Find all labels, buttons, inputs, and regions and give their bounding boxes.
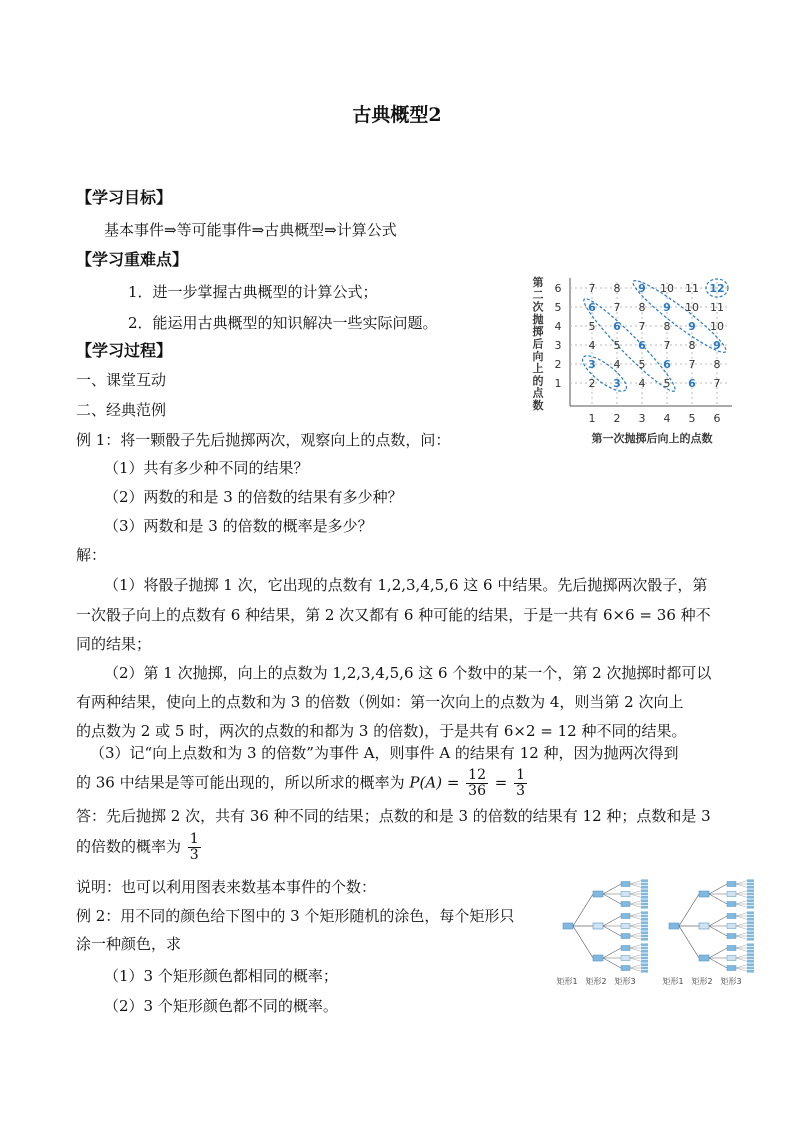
tree-level-label: 矩形3 (720, 977, 742, 986)
tree-leaf-node (747, 960, 754, 963)
tree-leaf-node (747, 899, 754, 902)
tree-node-level-1 (593, 891, 603, 897)
dice-sum-figure (520, 272, 740, 450)
goal-header: 【学习目标】 (76, 188, 173, 207)
tree-leaf-node (747, 953, 754, 956)
x-tick-label: 3 (638, 412, 646, 425)
dice-sum-cell: 8 (638, 301, 646, 314)
dice-sum-cell: 10 (685, 301, 699, 314)
tree-leaf-node (747, 883, 754, 886)
fraction-denominator: 3 (189, 847, 199, 863)
tree-branch (736, 965, 747, 968)
fraction-denominator: 3 (516, 783, 526, 799)
dice-sum-cell: 7 (713, 377, 721, 390)
dice-sum-cell: 6 (663, 358, 671, 371)
tree-node-level-2 (621, 902, 630, 907)
solution-1-line-a: （1）将骰子抛掷 1 次，它出现的点数有 1,2,3,4,5,6 这 6 中结果。先后抛掷两次骰子，第 (104, 576, 708, 594)
tree-leaf-node (641, 957, 648, 960)
tree-branch (736, 955, 747, 958)
fraction-12-36 (466, 768, 488, 799)
tree-leaf-node (747, 918, 754, 921)
tree-branch (630, 926, 641, 929)
tree-leaf-node (747, 879, 754, 882)
tree-node-level-2 (727, 934, 736, 939)
tree-level-label: 矩形1 (662, 977, 684, 986)
tree-branch (630, 968, 641, 971)
tree-leaf-node (641, 943, 648, 946)
tree-branch (603, 926, 621, 936)
y-axis-title-char: 掷 (532, 325, 544, 339)
tree-branch (736, 945, 747, 948)
y-axis-title-char: 第 (532, 276, 544, 289)
dice-sum-cell: 6 (638, 339, 646, 352)
solution-3-line-b (76, 768, 529, 799)
tree-branch (630, 936, 641, 939)
tree-leaf-node (641, 925, 648, 928)
example2-q1: （1）3 个矩形颜色都相同的概率； (104, 967, 338, 985)
tree-leaf-node (641, 960, 648, 963)
tree-node-level-2 (727, 946, 736, 951)
tree-branch (736, 933, 747, 936)
y-tick-label: 5 (554, 301, 562, 314)
tree-branch (603, 948, 621, 958)
tree-node-level-1 (593, 955, 603, 961)
solution-1-line-b: 一次骰子向上的点数有 6 种结果，第 2 次又都有 6 种可能的结果，于是一共有 6×6 = 36 种不 (76, 606, 711, 624)
tree-leaf-node (747, 970, 754, 973)
tree-node-level-1 (699, 955, 709, 961)
tree-leaf-node (641, 906, 648, 909)
tree-branch (736, 948, 747, 951)
tree-branch (630, 948, 641, 951)
x-tick-label: 4 (663, 412, 671, 425)
solution-2-line-a: （2）第 1 次抛掷，向上的点数为 1,2,3,4,5,6 这 6 个数中的某一个，第 2 次抛掷时都可以 (104, 664, 712, 682)
goal-text: 基本事件⇒等可能事件⇒古典概型⇒计算公式 (104, 221, 397, 239)
fraction-numerator: 12 (468, 767, 486, 783)
dice-sum-cell: 8 (713, 358, 721, 371)
solution-2-line-c: 的点数为 2 或 5 时，两次的点数的和都为 3 的倍数)，于是共有 6×2 = 12 种不同的结果。 (76, 722, 687, 740)
tree-branch (603, 916, 621, 926)
tree-branch (709, 948, 727, 958)
note-text: 说明：也可以利用图表来数基本事件的个数： (76, 878, 377, 896)
y-axis-title-char: 次 (532, 300, 544, 314)
tree-node-level-2 (621, 946, 630, 951)
tree-branch (709, 884, 727, 894)
tree-leaf-node (641, 928, 648, 931)
tree-branch (709, 894, 727, 904)
fraction-denominator: 36 (468, 783, 486, 799)
tree-branch (736, 926, 747, 929)
tree-branch (709, 926, 727, 936)
tree-branch (709, 916, 727, 926)
y-axis-title-char: 后 (532, 337, 544, 351)
tree-node-level-2 (621, 882, 630, 887)
tree-branch (630, 884, 641, 887)
tree-leaf-node (747, 935, 754, 938)
tree-branch (630, 891, 641, 894)
tree-branch (630, 916, 641, 919)
tree-node-level-2 (621, 892, 630, 897)
fraction-numerator: 1 (516, 767, 526, 783)
y-tick-label: 4 (554, 320, 562, 333)
tree-node-level-2 (727, 924, 736, 929)
tree-branch (736, 923, 747, 926)
tree-leaf-node (747, 950, 754, 953)
tree-branch (630, 955, 641, 958)
tree-leaf-node (641, 899, 648, 902)
x-tick-label: 1 (588, 412, 596, 425)
tree-leaf-node (747, 915, 754, 918)
tree-leaf-node (747, 925, 754, 928)
dice-sum-cell: 11 (710, 301, 724, 314)
tree-branch (603, 894, 621, 904)
example2-q2: （2）3 个矩形颜色都不同的概率。 (104, 997, 338, 1015)
tree-leaf-node (747, 943, 754, 946)
y-axis-title-char: 的 (532, 374, 544, 388)
y-axis-title-char: 点 (532, 386, 544, 400)
dice-sum-cell: 9 (713, 339, 721, 352)
tree-branch (630, 904, 641, 907)
tree-leaf-node (641, 918, 648, 921)
dice-sum-cell: 7 (638, 320, 646, 333)
tree-leaf-node (641, 915, 648, 918)
tree-node-level-2 (621, 966, 630, 971)
dice-sum-cell: 9 (663, 301, 671, 314)
tree-node-level-2 (727, 892, 736, 897)
tree-leaf-node (641, 879, 648, 882)
tree-leaf-node (747, 886, 754, 889)
dice-sum-cell: 9 (638, 282, 646, 295)
dice-sum-cell: 2 (588, 377, 596, 390)
dice-sum-cell: 6 (688, 377, 696, 390)
tree-leaf-node (641, 963, 648, 966)
dice-sum-cell: 3 (588, 358, 596, 371)
tree-node-level-2 (621, 924, 630, 929)
tree-branch (630, 965, 641, 968)
tree-leaf-node (641, 967, 648, 970)
solution-3-line-a: （3）记“向上点数和为 3 的倍数”为事件 A，则事件 A 的结果有 12 种，因为抛两次得到 (90, 744, 679, 762)
dice-sum-cell: 8 (663, 320, 671, 333)
tree-leaf-node (641, 903, 648, 906)
tree-leaf-node (747, 928, 754, 931)
answer-fraction (188, 832, 201, 863)
example2-line-1: 例 2：用不同的颜色给下图中的 3 个矩形随机的涂色，每个矩形只 (76, 907, 515, 925)
part-1: 一、课堂互动 (76, 371, 167, 389)
x-tick-label: 2 (613, 412, 621, 425)
tree-leaf-node (747, 963, 754, 966)
equals-sign: = (494, 773, 508, 792)
tree-leaf-node (641, 950, 648, 953)
tree-branch (736, 913, 747, 916)
tree-leaf-node (747, 921, 754, 924)
tree-root-node (669, 923, 679, 929)
dice-sum-cell: 12 (709, 282, 725, 295)
y-axis-title-char: 上 (532, 362, 544, 376)
tree-branch (630, 894, 641, 897)
tree-leaf-node (641, 889, 648, 892)
tree-leaf-node (641, 953, 648, 956)
tree-branch (736, 901, 747, 904)
tree-branch (736, 904, 747, 907)
tree-leaf-node (641, 947, 648, 950)
fraction-numerator: 1 (189, 831, 199, 847)
process-header: 【学习过程】 (76, 341, 173, 360)
tree-branch (736, 884, 747, 887)
tree-node-level-2 (727, 882, 736, 887)
tree-branch (630, 913, 641, 916)
tree-branch (630, 958, 641, 961)
tree-node-level-1 (699, 891, 709, 897)
tree-leaf-node (747, 889, 754, 892)
x-tick-label: 5 (688, 412, 696, 425)
color-tree-figure (555, 878, 765, 990)
tree-branch (679, 926, 699, 958)
solution-1-line-c: 同的结果； (76, 635, 152, 653)
dice-sum-cell: 7 (588, 282, 596, 295)
tree-node-level-1 (699, 923, 709, 929)
y-tick-label: 6 (554, 282, 562, 295)
tree-branch (736, 916, 747, 919)
y-tick-label: 1 (554, 377, 562, 390)
dice-sum-cell: 4 (638, 377, 646, 390)
tree-level-label: 矩形1 (556, 977, 578, 986)
dice-sum-cell: 7 (663, 339, 671, 352)
answer-line-a: 答：先后抛掷 2 次，共有 36 种不同的结果；点数的和是 3 的倍数的结果有 12 种；点数和是 3 (76, 807, 711, 825)
tree-branch (709, 958, 727, 968)
tree-branch (736, 936, 747, 939)
tree-leaf-node (641, 938, 648, 941)
dice-sum-cell: 7 (613, 301, 621, 314)
tree-branch (736, 958, 747, 961)
key-point-1: 1．进一步掌握古典概型的计算公式； (128, 283, 378, 301)
y-tick-label: 2 (554, 358, 562, 371)
tree-branch (603, 884, 621, 894)
y-axis-title-char: 抛 (532, 312, 544, 326)
answer-text: 的倍数的概率为 (76, 837, 182, 856)
answer-line-b (76, 832, 203, 863)
solution-3-text: 的 36 中结果是等可能出现的，所以所求的概率为 (76, 773, 405, 792)
dice-sum-cell: 5 (663, 377, 671, 390)
y-axis-title-char: 向 (532, 349, 544, 363)
tree-leaf-node (641, 921, 648, 924)
example2-line-2: 涂一种颜色，求 (76, 935, 182, 953)
tree-node-level-2 (621, 914, 630, 919)
tree-branch (736, 894, 747, 897)
tree-node-level-2 (727, 902, 736, 907)
dice-sum-cell: 5 (638, 358, 646, 371)
dice-sum-cell: 8 (688, 339, 696, 352)
tree-root-node (563, 923, 573, 929)
dice-sum-cell: 11 (685, 282, 699, 295)
tree-level-label: 矩形3 (614, 977, 636, 986)
dice-sum-cell: 5 (613, 339, 621, 352)
key-point-2: 2．能运用古典概型的知识解决一些实际问题。 (128, 314, 438, 332)
tree-leaf-node (747, 967, 754, 970)
dice-sum-cell: 6 (613, 320, 621, 333)
fraction-1-3 (514, 768, 527, 799)
tree-node-level-2 (621, 956, 630, 961)
solution-label: 解： (76, 546, 107, 564)
x-tick-label: 6 (713, 412, 721, 425)
tree-branch (736, 881, 747, 884)
dice-sum-cell: 10 (660, 282, 674, 295)
tree-leaf-node (747, 903, 754, 906)
tree-leaf-node (641, 886, 648, 889)
tree-node-level-2 (727, 956, 736, 961)
tree-leaf-node (747, 906, 754, 909)
dice-sum-cell: 7 (688, 358, 696, 371)
probability-formula-label: P(A) = (409, 773, 460, 792)
tree-leaf-node (747, 931, 754, 934)
dice-sum-cell: 4 (613, 358, 621, 371)
y-axis-title-char: 数 (532, 399, 544, 412)
tree-leaf-node (641, 935, 648, 938)
tree-branch (630, 923, 641, 926)
example1-q2: （2）两数的和是 3 的倍数的结果有多少种？ (104, 488, 403, 506)
example1-q1: （1）共有多少种不同的结果？ (104, 459, 309, 477)
page-title: 古典概型2 (352, 104, 442, 126)
tree-leaf-node (747, 896, 754, 899)
tree-leaf-node (747, 957, 754, 960)
y-tick-label: 3 (554, 339, 562, 352)
tree-leaf-node (641, 883, 648, 886)
tree-leaf-node (747, 947, 754, 950)
tree-branch (679, 894, 699, 926)
tree-branch (736, 968, 747, 971)
tree-leaf-node (747, 893, 754, 896)
dice-sum-cell: 4 (588, 339, 596, 352)
tree-leaf-node (641, 893, 648, 896)
key-header: 【学习重难点】 (76, 250, 189, 269)
tree-branch (573, 926, 593, 958)
dice-sum-cell: 9 (688, 320, 696, 333)
tree-leaf-node (747, 911, 754, 914)
dice-sum-cell: 3 (613, 377, 621, 390)
tree-node-level-2 (727, 914, 736, 919)
tree-level-label: 矩形2 (691, 977, 713, 986)
tree-leaf-node (641, 896, 648, 899)
dice-sum-cell: 5 (588, 320, 596, 333)
tree-branch (736, 891, 747, 894)
tree-leaf-node (641, 911, 648, 914)
tree-branch (630, 901, 641, 904)
tree-level-label: 矩形2 (585, 977, 607, 986)
tree-branch (630, 933, 641, 936)
tree-branch (603, 958, 621, 968)
dice-sum-cell: 6 (588, 301, 596, 314)
example1-q3: （3）两数和是 3 的倍数的概率是多少？ (104, 517, 373, 535)
tree-node-level-1 (593, 923, 603, 929)
tree-branch (630, 945, 641, 948)
part-2: 二、经典范例 (76, 401, 167, 419)
tree-leaf-node (641, 970, 648, 973)
tree-node-level-2 (727, 966, 736, 971)
tree-leaf-node (641, 931, 648, 934)
dice-sum-cell: 10 (710, 320, 724, 333)
tree-branch (630, 881, 641, 884)
tree-node-level-2 (621, 934, 630, 939)
solution-2-line-b: 有两种结果，使向上的点数和为 3 的倍数（例如：第一次向上的点数为 4，则当第 2 次向上 (76, 693, 684, 711)
dice-sum-cell: 8 (613, 282, 621, 295)
tree-branch (573, 894, 593, 926)
example1-prompt: 例 1：将一颗骰子先后抛掷两次，观察向上的点数，问： (76, 431, 451, 449)
y-axis-title-char: 二 (532, 288, 544, 302)
x-axis-title: 第一次抛掷后向上的点数 (591, 432, 713, 445)
tree-leaf-node (747, 938, 754, 941)
highlight-oval (578, 350, 631, 397)
